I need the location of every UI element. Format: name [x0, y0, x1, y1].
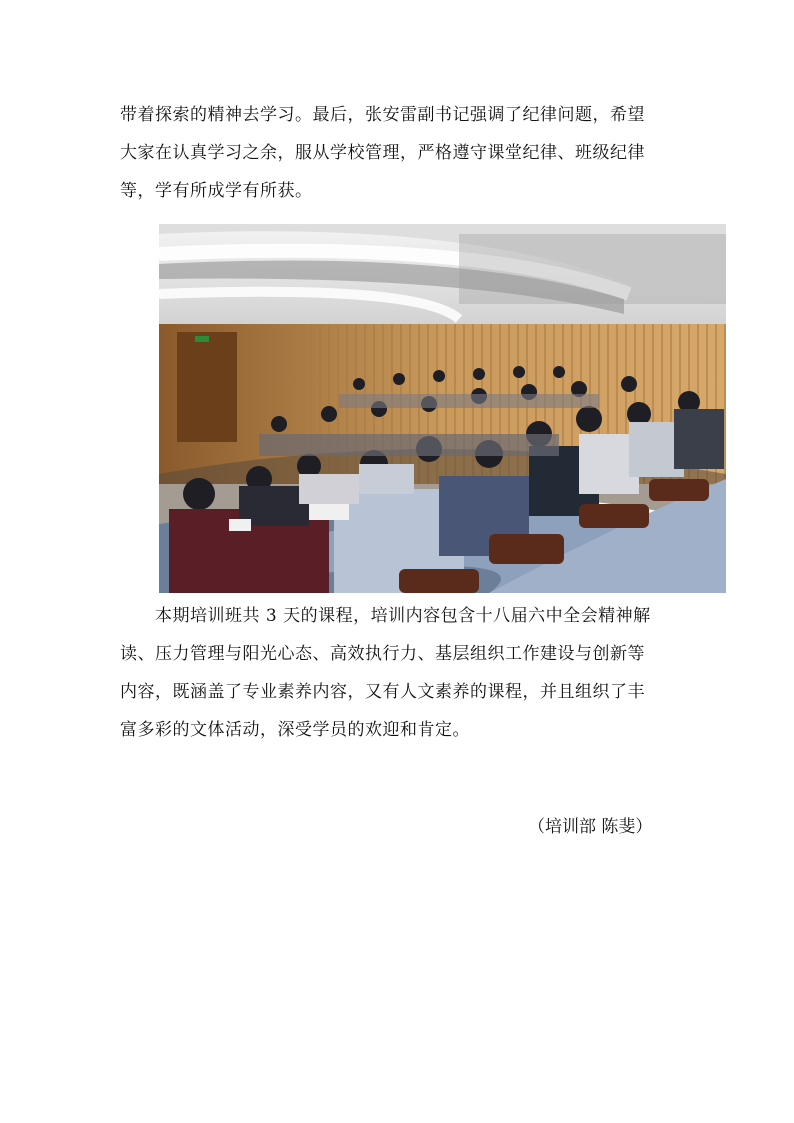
paragraph-intro [120, 96, 676, 210]
text-line: 本期培训班共 3 天的课程，培训内容包含十八届六中全会精神解 [120, 606, 651, 626]
text-line: 带着探索的精神去学习。最后，张安雷副书记强调了纪律问题，希望 [120, 105, 645, 125]
text-line: 等，学有所成学有所获。 [120, 181, 313, 201]
lecture-hall-photo [159, 224, 726, 593]
text-line: 富多彩的文体活动，深受学员的欢迎和肯定。 [120, 720, 470, 740]
text-line: 大家在认真学习之余，服从学校管理，严格遵守课堂纪律、班级纪律 [120, 143, 645, 163]
paragraph-summary [120, 597, 676, 749]
photo-illustration [159, 224, 726, 593]
text-line: 读、压力管理与阳光心态、高效执行力、基层组织工作建设与创新等 [120, 644, 645, 664]
text-line: 内容，既涵盖了专业素养内容，又有人文素养的课程，并且组织了丰 [120, 682, 645, 702]
author-byline: （培训部 陈斐） [528, 817, 653, 837]
